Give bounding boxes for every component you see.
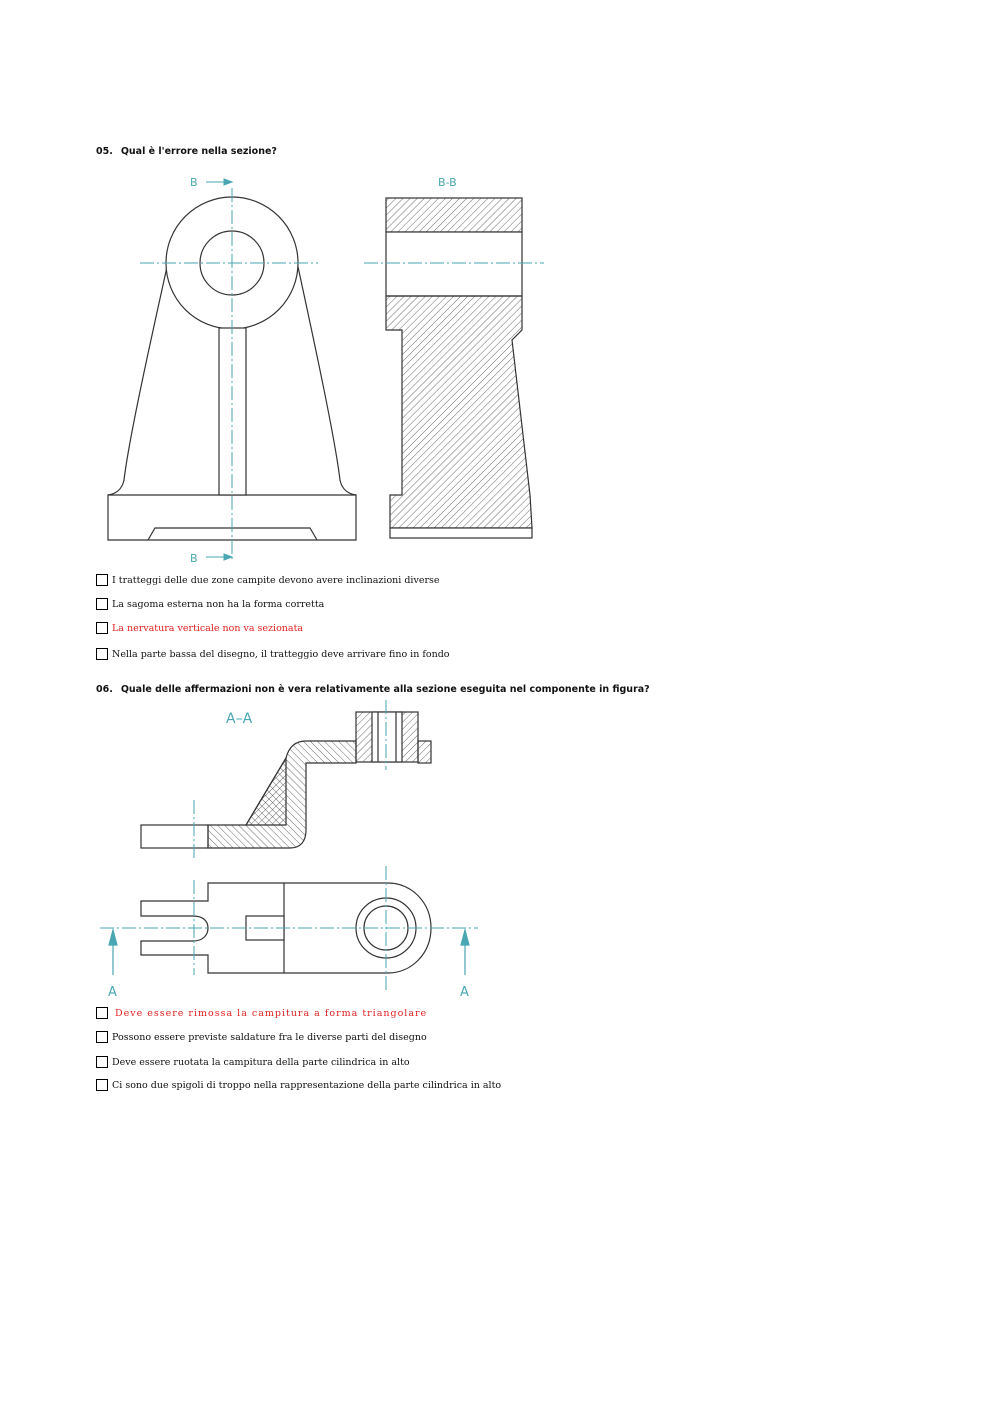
q05-section-view [386, 198, 532, 538]
checkbox[interactable] [96, 598, 108, 610]
q05-option-1[interactable] [96, 573, 440, 587]
question-05-text: Qual è l'errore nella sezione? [120, 146, 277, 157]
question-06-title [96, 684, 650, 695]
q06-option-1-label: Deve essere rimossa la campitura a forma triangolare [115, 1007, 428, 1019]
q06-option-3[interactable] [96, 1055, 410, 1069]
q06-cut-label-left: A [108, 985, 117, 1000]
checkbox[interactable] [96, 574, 108, 586]
checkbox[interactable] [96, 648, 108, 660]
q06-option-4[interactable] [96, 1078, 501, 1092]
question-05-title [96, 146, 277, 157]
q05-section-label: B-B [438, 176, 457, 189]
q05-option-1-label: I tratteggi delle due zone campite devono avere inclinazioni diverse [112, 574, 440, 586]
q06-section-label: A–A [226, 711, 253, 727]
question-06-number: 06. [96, 684, 113, 695]
checkbox[interactable] [96, 1007, 108, 1019]
q06-option-3-label: Deve essere ruotata la campitura della parte cilindrica in alto [112, 1056, 410, 1068]
checkbox[interactable] [96, 1056, 108, 1068]
checkbox[interactable] [96, 622, 108, 634]
q06-cut-label-right: A [460, 985, 469, 1000]
checkbox[interactable] [96, 1031, 108, 1043]
q05-cut-label-bottom: B [190, 552, 198, 565]
q06-section-view [141, 712, 431, 848]
q06-option-1[interactable] [96, 1006, 427, 1020]
q05-option-3-label: La nervatura verticale non va sezionata [112, 622, 304, 634]
q05-option-4-label: Nella parte bassa del disegno, il tratteggio deve arrivare fino in fondo [112, 648, 450, 660]
q05-option-2-label: La sagoma esterna non ha la forma corretta [112, 598, 325, 610]
q05-option-4[interactable] [96, 647, 450, 661]
q05-option-3[interactable] [96, 621, 303, 635]
q06-option-2-label: Possono essere previste saldature fra le diverse parti del disegno [112, 1031, 427, 1043]
checkbox[interactable] [96, 1079, 108, 1091]
question-06-text: Quale delle affermazioni non è vera relativamente alla sezione eseguita nel componente in figura? [120, 684, 650, 695]
q06-option-4-label: Ci sono due spigoli di troppo nella rappresentazione della parte cilindrica in alto [112, 1079, 502, 1091]
question-05-number: 05. [96, 146, 113, 157]
q05-cut-label-top: B [190, 176, 198, 189]
q06-option-2[interactable] [96, 1030, 427, 1044]
q05-option-2[interactable] [96, 597, 324, 611]
